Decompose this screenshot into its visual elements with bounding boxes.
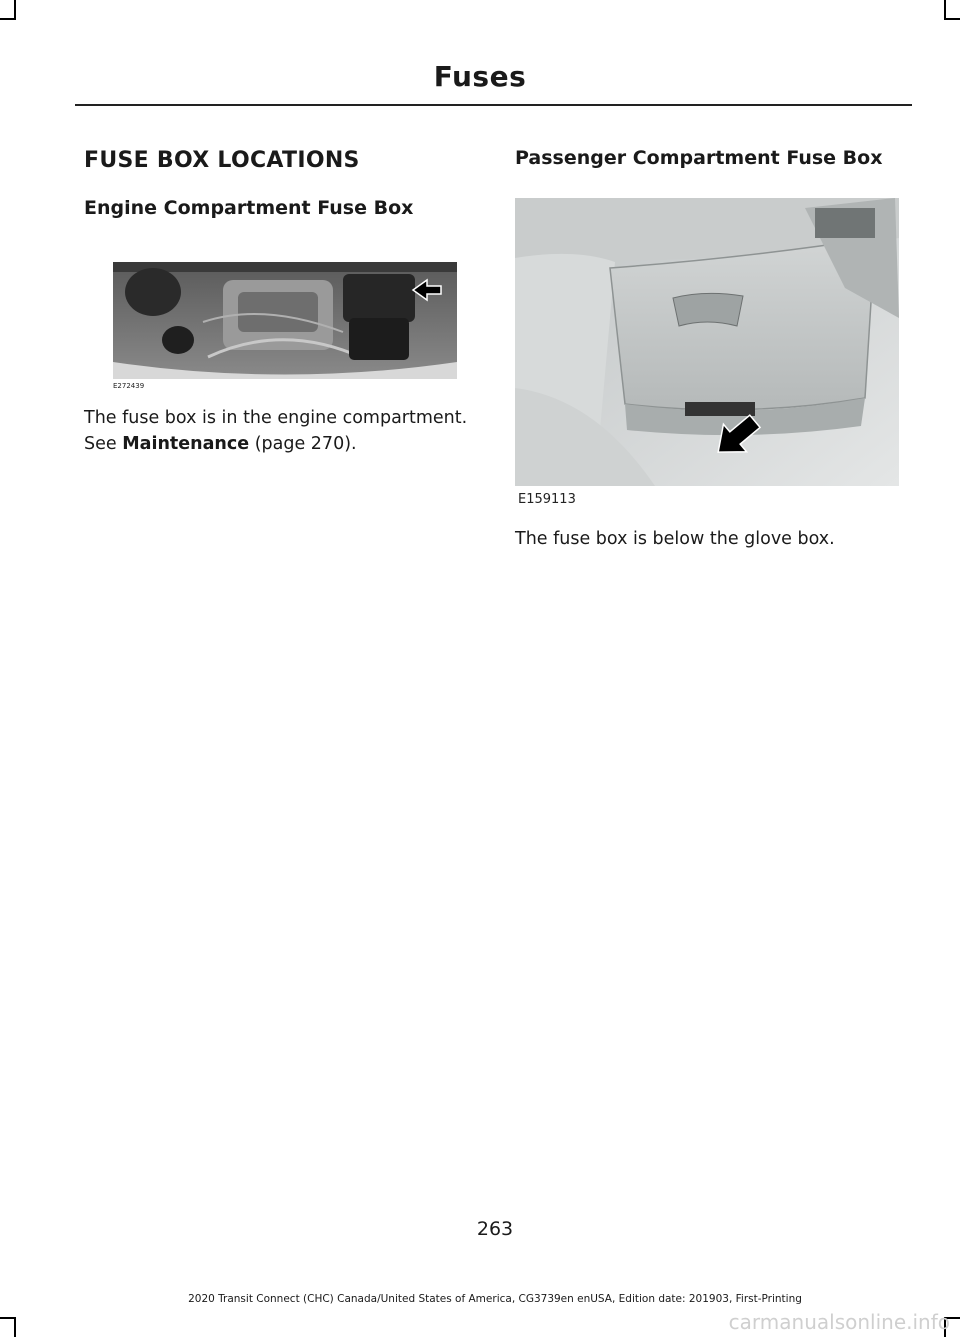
page-number: 263 xyxy=(476,1218,514,1240)
page-title: Fuses xyxy=(433,60,527,93)
crop-mark xyxy=(944,0,946,20)
page-reference: (page 270) xyxy=(254,434,352,454)
engine-fuse-box-figure xyxy=(113,262,457,379)
footer-text: 2020 Transit Connect (CHC) Canada/United States of America, CG3739en enUSA, Edition date: 201903, First-Printing xyxy=(188,1293,802,1305)
section-title: FUSE BOX LOCATIONS xyxy=(84,148,360,173)
crop-mark xyxy=(14,1317,16,1337)
maintenance-link[interactable]: Maintenance xyxy=(122,434,250,454)
engine-body-text: The fuse box is in the engine compartment. See xyxy=(84,408,468,454)
crop-mark xyxy=(14,0,16,20)
crop-mark xyxy=(0,18,16,20)
passenger-fuse-box-figure xyxy=(515,198,899,486)
passenger-heading: Passenger Compartment Fuse Box xyxy=(515,147,883,169)
trailing-punct: . xyxy=(351,434,357,454)
crop-mark xyxy=(944,18,960,20)
crop-mark xyxy=(0,1317,16,1319)
engine-description xyxy=(84,405,484,457)
passenger-description: The fuse box is below the glove box. xyxy=(515,529,835,549)
header-rule xyxy=(75,104,912,106)
engine-figure-code: E272439 xyxy=(113,382,145,390)
engine-heading: Engine Compartment Fuse Box xyxy=(84,197,414,219)
watermark: carmanualsonline.info xyxy=(728,1310,950,1334)
passenger-figure-code: E159113 xyxy=(518,492,576,507)
